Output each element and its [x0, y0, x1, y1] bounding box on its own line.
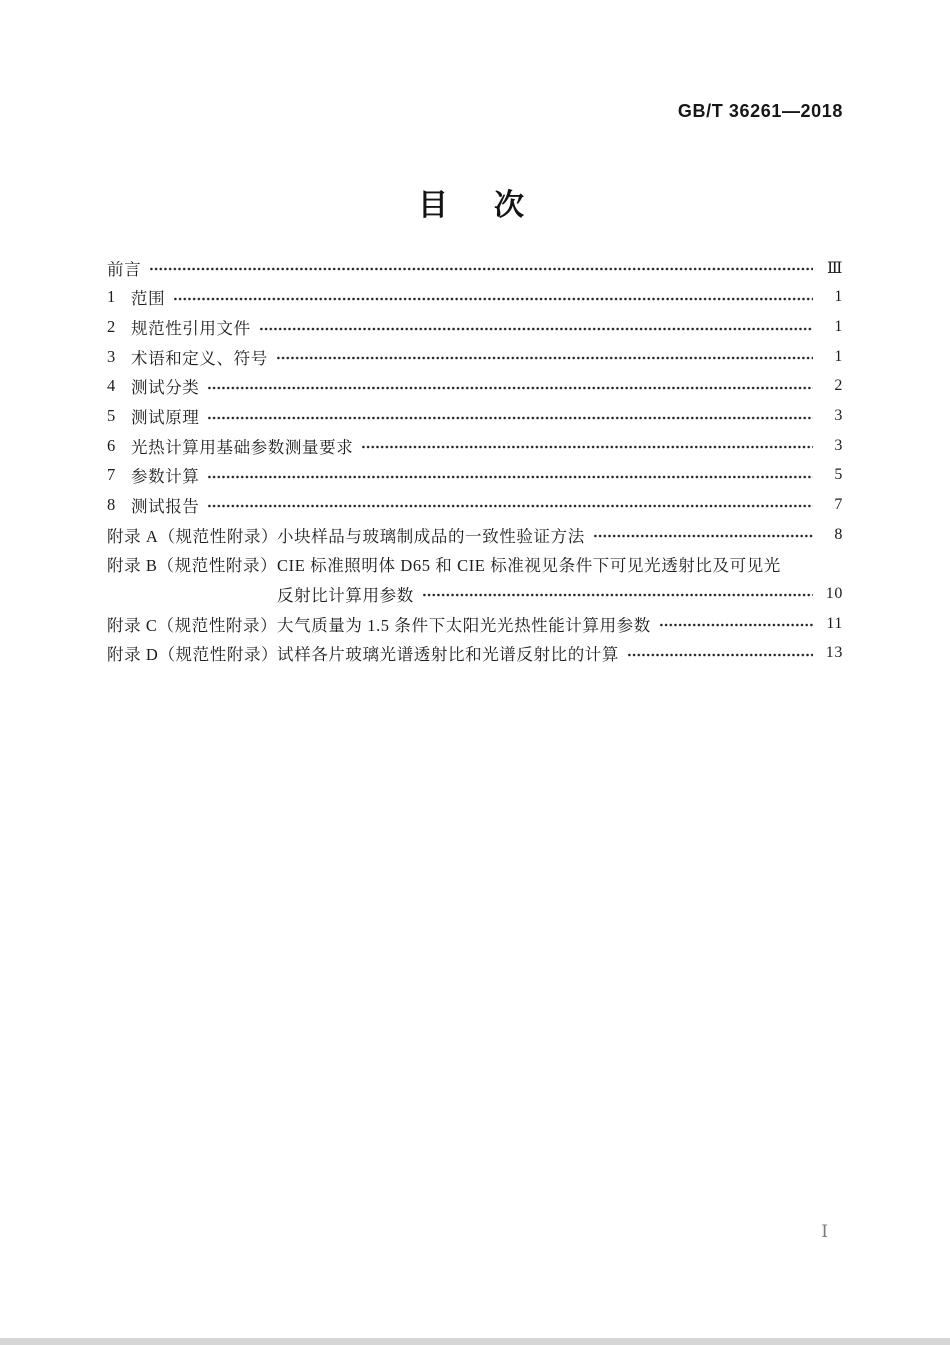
dot-leader [628, 653, 813, 657]
toc-appendix-prefix: 附录 B（规范性附录） [107, 556, 278, 576]
toc-appendix-prefix: 附录 C（规范性附录） [107, 615, 278, 635]
dot-leader [660, 623, 813, 627]
dot-leader [362, 445, 813, 449]
dot-leader [208, 416, 813, 420]
dot-leader [594, 534, 813, 538]
toc-row-appendix-b-line1 [107, 549, 843, 579]
toc-label: 反射比计算用参数 [277, 585, 414, 605]
toc-label: 参数计算 [131, 467, 200, 487]
footer-page-number: Ⅰ [821, 1222, 828, 1241]
toc-section-number: 5 [107, 406, 116, 426]
toc-row-5 [107, 401, 843, 431]
toc-appendix-prefix: 附录 A（规范性附录） [107, 526, 279, 546]
dot-leader [208, 504, 813, 508]
toc-label: CIE 标准照明体 D65 和 CIE 标准视见条件下可见光透射比及可见光 [277, 556, 781, 576]
toc-row-7 [107, 460, 843, 490]
bottom-edge-strip [0, 1338, 950, 1345]
toc-page-number: 7 [834, 495, 843, 513]
toc-section-number: 2 [107, 317, 116, 337]
toc-row-appendix-c [107, 609, 843, 639]
toc-row-foreword [107, 253, 843, 283]
toc-section-number: 7 [107, 465, 116, 485]
toc-row-3 [107, 342, 843, 372]
toc-page-number: 11 [826, 614, 843, 632]
toc-page-number: Ⅲ [826, 259, 843, 277]
toc-label: 术语和定义、符号 [131, 348, 268, 368]
toc-page-number: 3 [834, 407, 843, 425]
toc-label: 测试分类 [131, 378, 200, 398]
toc-section-number: 3 [107, 346, 116, 366]
dot-leader [260, 327, 813, 331]
toc-label: 小块样品与玻璃制成品的一致性验证方法 [277, 526, 585, 546]
toc-label: 大气质量为 1.5 条件下太阳光光热性能计算用参数 [277, 615, 651, 635]
toc-label: 测试原理 [131, 408, 200, 428]
dot-leader [174, 297, 813, 301]
toc-page-number: 1 [834, 318, 843, 336]
toc-label: 光热计算用基础参数测量要求 [131, 437, 354, 457]
toc-row-appendix-d [107, 638, 843, 668]
toc-row-appendix-b-line2 [107, 579, 843, 609]
dot-leader [277, 356, 813, 360]
toc-page-number: 5 [834, 466, 843, 484]
toc-row-4 [107, 372, 843, 402]
toc-page-number: 3 [834, 436, 843, 454]
standard-number-header: GB/T 36261—2018 [677, 101, 843, 121]
dot-leader [208, 386, 813, 390]
toc-row-2 [107, 312, 843, 342]
toc-row-appendix-a [107, 520, 843, 550]
dot-leader [150, 267, 813, 271]
dot-leader [423, 593, 813, 597]
toc-row-8 [107, 490, 843, 520]
toc-section-number: 8 [107, 494, 116, 514]
toc-label: 范围 [131, 289, 166, 309]
toc-page-number: 1 [834, 347, 843, 365]
toc-page-number: 2 [834, 377, 843, 395]
toc-appendix-prefix: 附录 D（规范性附录） [107, 645, 279, 665]
page-title: 目 次 [418, 189, 532, 222]
toc-section-number: 6 [107, 435, 116, 455]
toc-section-number: 4 [107, 376, 116, 396]
toc-label: 试样各片玻璃光谱透射比和光谱反射比的计算 [277, 645, 619, 665]
toc-label: 规范性引用文件 [131, 319, 251, 339]
toc-label: 前言 [107, 259, 142, 279]
toc-page-number: 1 [834, 288, 843, 306]
toc-row-6 [107, 431, 843, 461]
toc-page-number: 8 [834, 525, 843, 543]
toc-section-number: 1 [107, 287, 116, 307]
toc-row-1 [107, 283, 843, 313]
toc-page-number: 13 [825, 644, 843, 662]
toc-label: 测试报告 [131, 496, 200, 516]
toc-page-number: 10 [825, 584, 843, 602]
table-of-contents [107, 253, 843, 668]
dot-leader [208, 475, 813, 479]
